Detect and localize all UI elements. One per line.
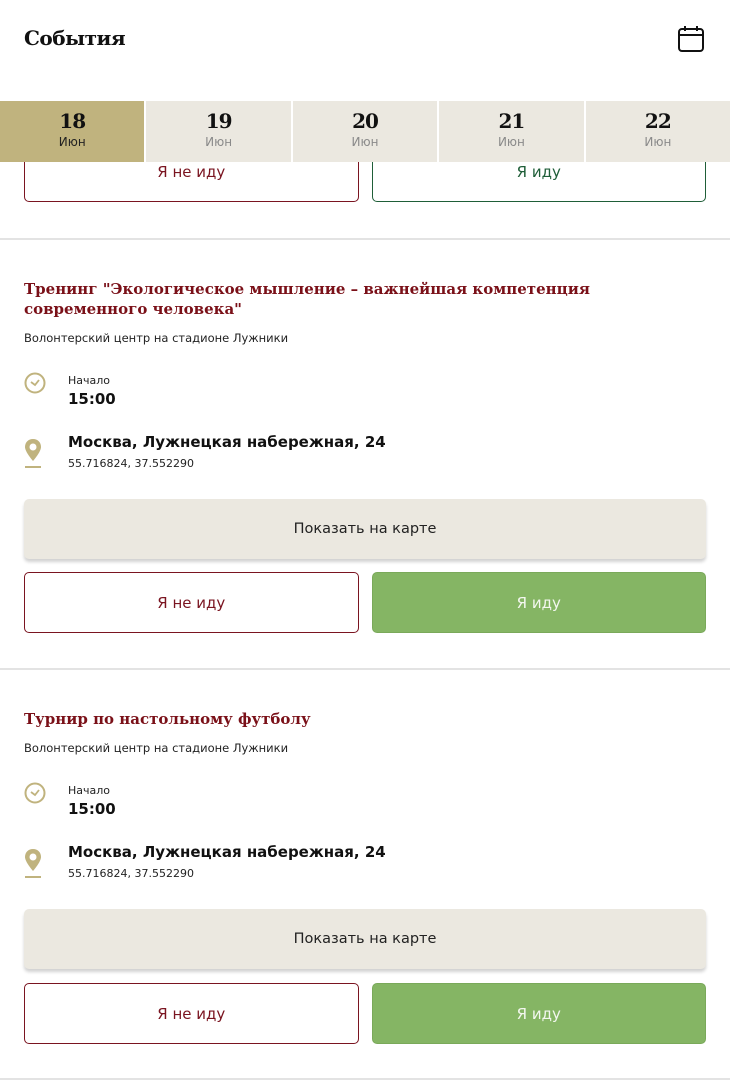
start-label: Начало: [68, 374, 111, 387]
show-on-map-button[interactable]: Показать на карте: [24, 499, 706, 559]
going-button[interactable]: Я иду: [372, 572, 707, 633]
going-button[interactable]: Я иду: [372, 983, 707, 1044]
show-on-map-button[interactable]: Показать на карте: [24, 909, 706, 969]
event-coordinates: 55.716824, 37.552290: [68, 457, 194, 470]
event-address: Москва, Лужнецкая набережная, 24: [68, 843, 386, 861]
event-separator: [0, 238, 730, 240]
not-going-button[interactable]: Я не иду: [24, 983, 359, 1044]
event-organizer: Волонтерский центр на стадионе Лужники: [24, 741, 289, 755]
clock-icon: [24, 372, 46, 394]
not-going-button[interactable]: Я не иду: [24, 572, 359, 633]
start-time: 15:00: [68, 390, 116, 408]
day-tab-21[interactable]: [439, 101, 583, 162]
day-tab-22[interactable]: [586, 101, 730, 162]
calendar-icon: [676, 24, 706, 54]
day-month: Июн: [205, 135, 233, 149]
day-number: 18: [59, 109, 86, 133]
start-time: 15:00: [68, 800, 116, 818]
day-number: 22: [644, 109, 671, 133]
page-title: События: [24, 26, 126, 50]
app-header: [0, 0, 730, 101]
not-going-button[interactable]: Я не иду: [24, 141, 359, 202]
event-coordinates: 55.716824, 37.552290: [68, 867, 194, 880]
event-address: Москва, Лужнецкая набережная, 24: [68, 433, 386, 451]
event-organizer: Волонтерский центр на стадионе Лужники: [24, 331, 289, 345]
location-pin-icon: [24, 438, 42, 470]
event-separator: [0, 668, 730, 670]
day-month: Июн: [351, 135, 379, 149]
going-button[interactable]: Я иду: [372, 141, 707, 202]
event-title: Тренинг "Экологическое мышление – важнейшая компетенция современного человека": [24, 280, 590, 318]
location-pin-icon: [24, 848, 42, 880]
day-month: Июн: [497, 135, 525, 149]
day-tab-20[interactable]: [293, 101, 437, 162]
day-number: 21: [498, 109, 525, 133]
calendar-button[interactable]: [676, 24, 706, 54]
day-number: 20: [352, 109, 378, 133]
day-month: Июн: [58, 135, 86, 149]
day-tabs: [0, 101, 730, 162]
rsvp-buttons: [24, 983, 706, 1044]
day-tab-18[interactable]: [0, 101, 144, 162]
day-tab-19[interactable]: [146, 101, 290, 162]
day-month: Июн: [644, 135, 672, 149]
day-number: 19: [205, 109, 232, 133]
event-title: Турнир по настольному футболу: [24, 710, 311, 728]
clock-icon: [24, 782, 46, 804]
start-label: Начало: [68, 784, 111, 797]
event-separator: [0, 1078, 730, 1080]
rsvp-buttons: [24, 572, 706, 633]
